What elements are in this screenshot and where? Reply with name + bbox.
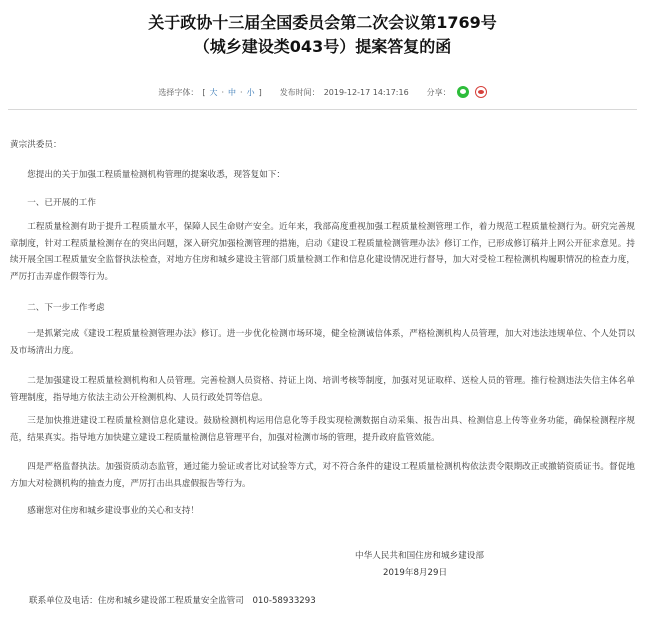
section-heading-next: 二、下一步工作考虑	[27, 303, 105, 313]
paragraph-next-2: 二是加强建设工程质量检测机构和人员管理。完善检测人员资格、持证上岗、培训考核等制度，加强对见证取样、送检人员的管理。推行检测违法失信主体名单管理制度，指导地方依法主动公开检测机构、人员行政处罚等信息。	[10, 376, 635, 403]
page-title-line1: 关于政协十三届全国委员会第二次会议第1769号	[148, 13, 497, 32]
signer-organization: 中华人民共和国住房和城乡建设部	[355, 551, 484, 561]
publish-date-label: 发布时间：	[279, 87, 320, 97]
paragraph-next-1: 一是抓紧完成《建设工程质量检测管理办法》修订。进一步优化检测市场环境，健全检测诚信体系，严格检测机构人员管理，加大对违法违规单位、个人处罚以及市场清出力度。	[10, 329, 635, 356]
paragraph-done-work: 工程质量检测有助于提升工程质量水平，保障人民生命财产安全。近年来，我部高度重视加强工程质量检测管理工作，着力规范工程质量检测行为。研究完善规章制度，针对工程质量检测存在的突出问题，深入研究加强检测管理的措施，启动《建设工程质量检测管理办法》修订工作，已形成修订稿并上网公开征求意见。持续开展全国工程质量安全监督执法检查，对地方住房和城乡建设主管部门质量检测工作和信息化建设情况进行督导，加大对受检工程检测机构履职情况的检查力度，严厉打击弄虚作假等行为。	[10, 222, 635, 282]
closing-line: 感谢您对住房和城乡建设事业的关心和支持！	[27, 506, 200, 516]
section-heading-done: 一、已开展的工作	[27, 198, 96, 208]
intro-paragraph: 您提出的关于加强工程质量检测机构管理的提案收悉，现答复如下：	[27, 170, 286, 180]
font-bracket-close: ]	[258, 87, 262, 97]
wechat-share-icon[interactable]	[457, 86, 469, 98]
page-title-line2: （城乡建设类043号）提案答复的函	[193, 37, 452, 56]
article-meta	[0, 86, 645, 98]
header-divider	[8, 109, 637, 110]
font-medium-link[interactable]: 中	[228, 87, 237, 97]
contact-info: 联系单位及电话：住房和城乡建设部工程质量安全监管司 010-58933293	[29, 596, 316, 606]
share-label: 分享：	[426, 87, 451, 97]
font-size-label: 选择字体：	[158, 87, 199, 97]
font-separator: ·	[240, 87, 243, 97]
paragraph-next-4: 四是严格监督执法。加强资质动态监管，通过能力验证或者比对试验等方式，对不符合条件的建设工程质量检测机构依法责令限期改正或撤销资质证书。督促地方加大对检测机构的抽查力度，严厉打击出具虚假报告等行为。	[10, 462, 635, 489]
signature-date: 2019年8月29日	[383, 568, 448, 578]
font-large-link[interactable]: 大	[209, 87, 218, 97]
paragraph-next-3: 三是加快推进建设工程质量检测信息化建设。鼓励检测机构运用信息化等手段实现检测数据自动采集、报告出具、检测信息上传等业务功能，确保检测程序规范，结果真实。指导地方加快建立建设工程质量检测信息管理平台，加强对检测市场的管理，提升政府监管效能。	[10, 416, 635, 443]
font-separator: ·	[221, 87, 225, 97]
salutation: 黄宗洪委员：	[10, 140, 62, 150]
font-bracket-open: [	[202, 87, 206, 97]
weibo-share-icon[interactable]	[475, 86, 487, 98]
publish-date-value: 2019-12-17 14:17:16	[323, 87, 409, 97]
font-small-link[interactable]: 小	[246, 87, 255, 97]
